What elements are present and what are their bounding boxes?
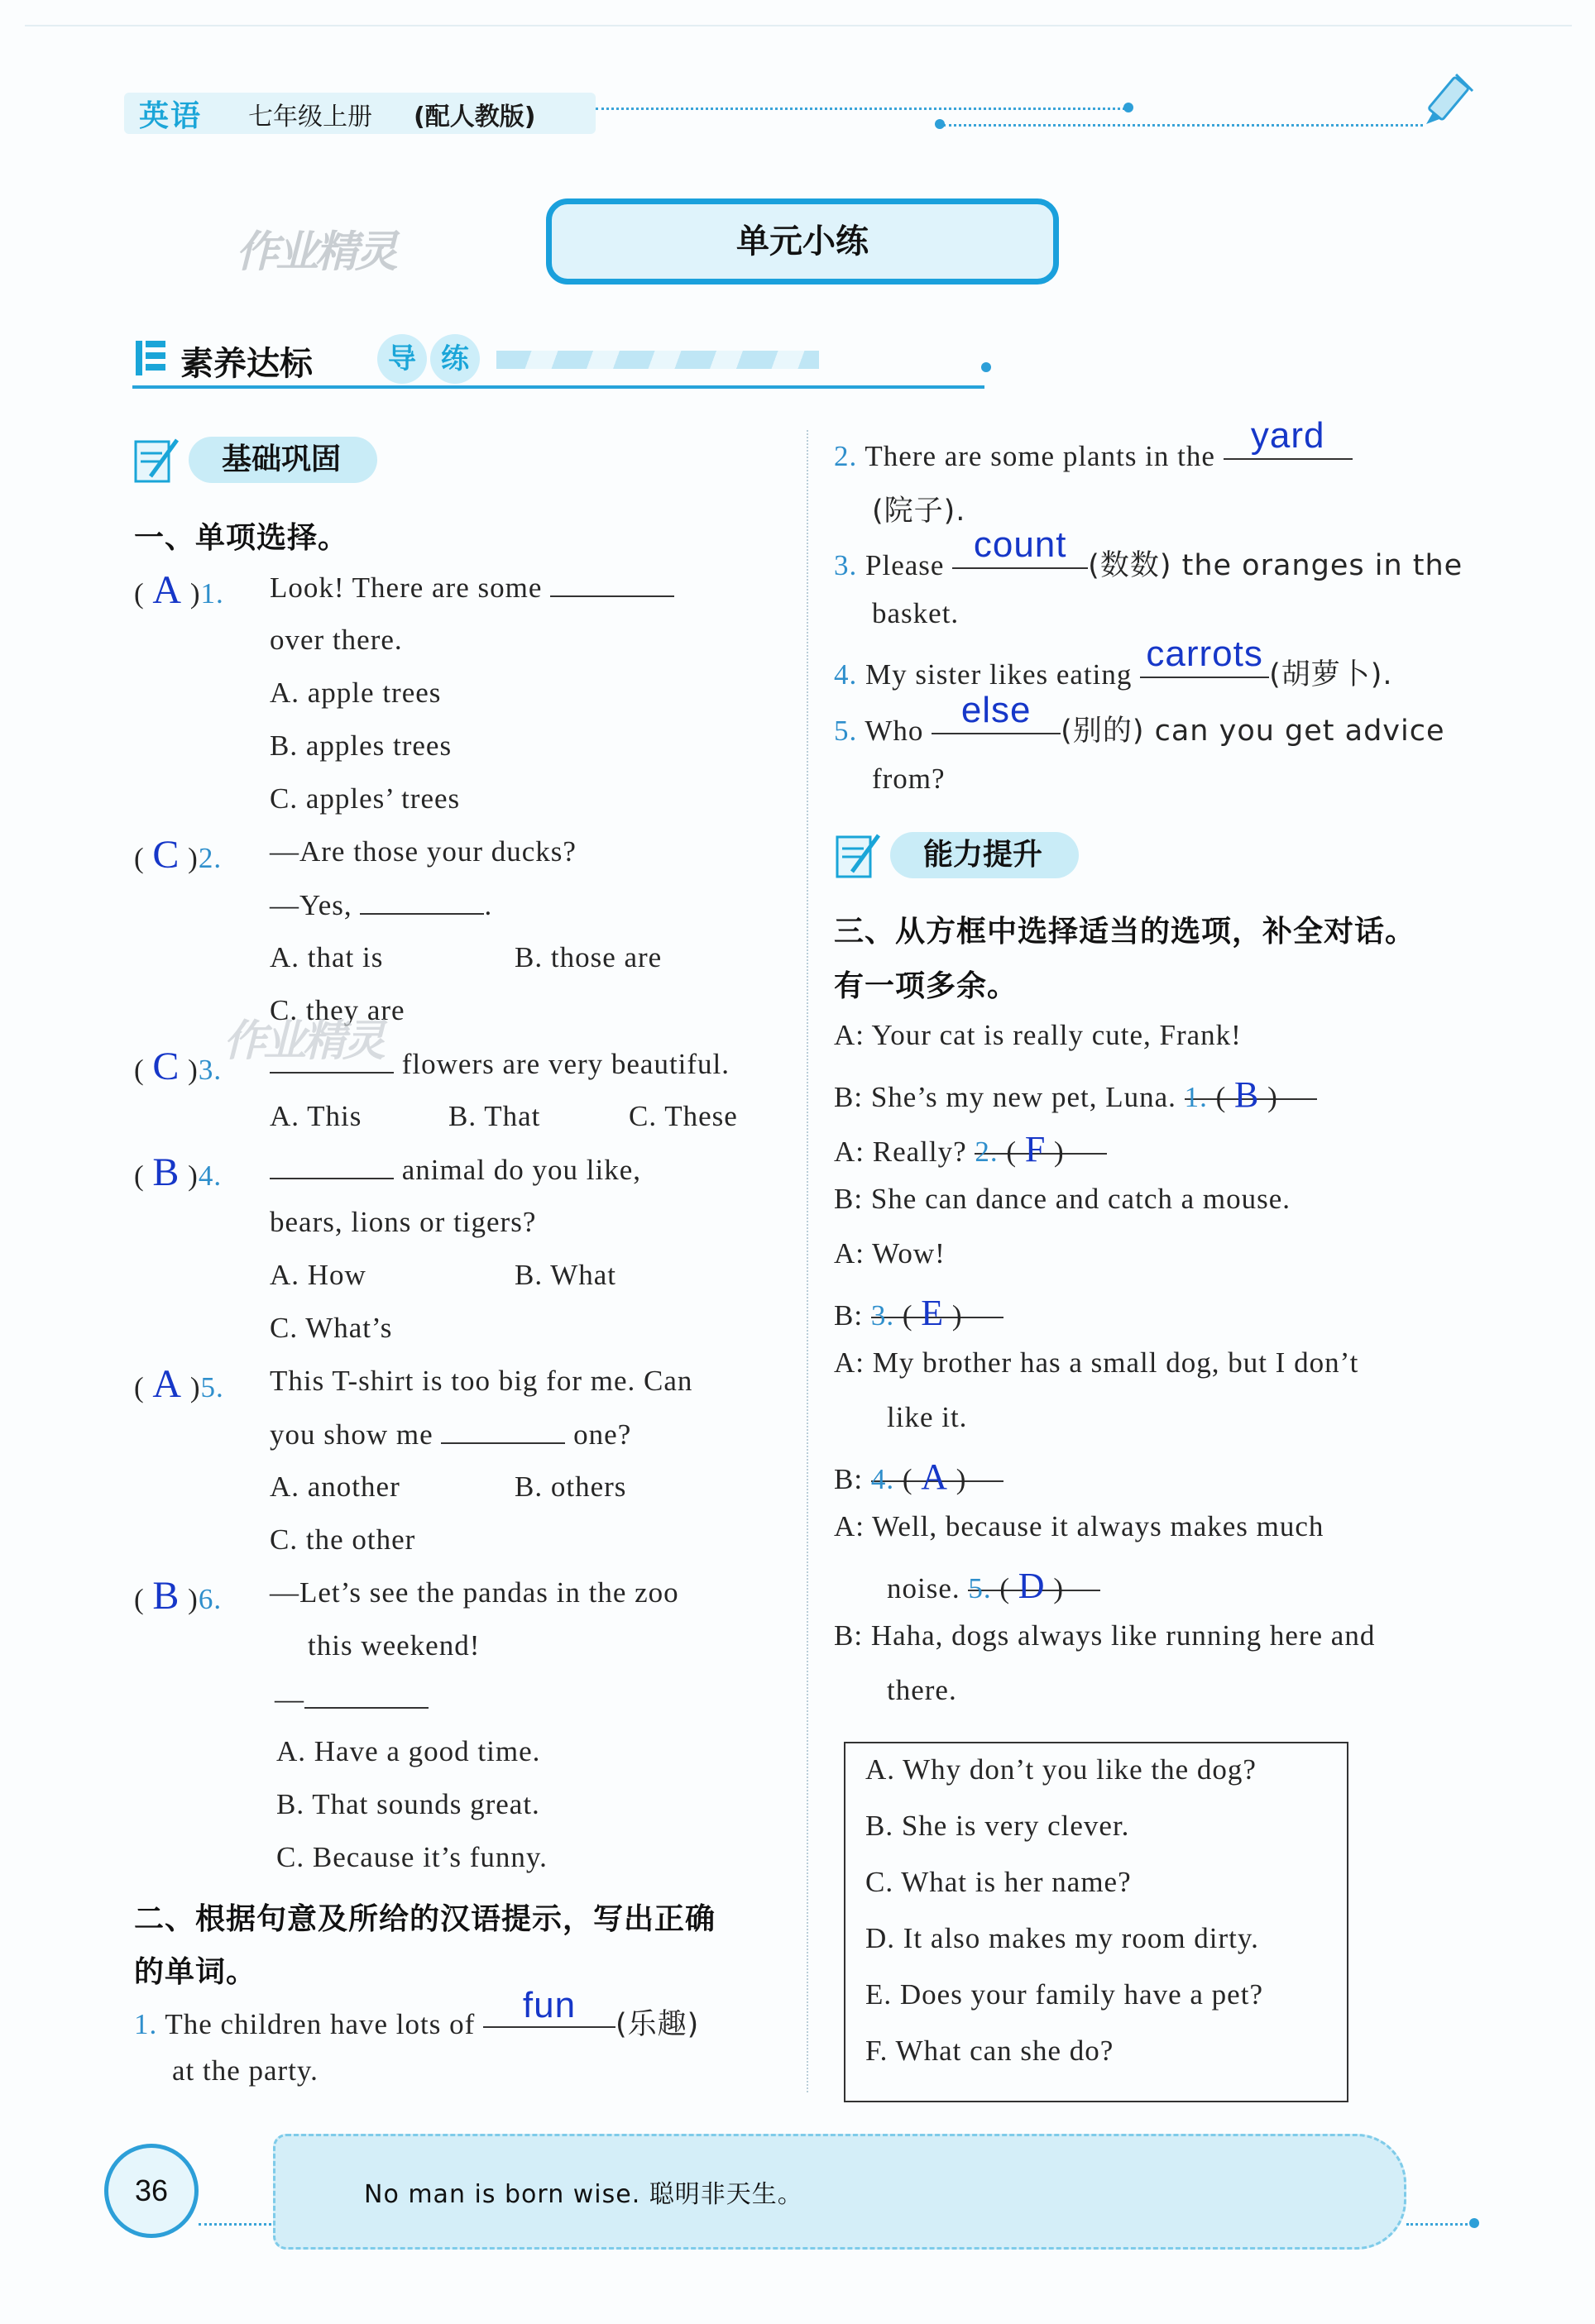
- book-icon: [132, 337, 169, 379]
- w3-blank: [952, 524, 1088, 569]
- tag-practice: 练: [430, 334, 480, 384]
- w4-text: 4. My sister likes eating carrots(胡萝卜).: [834, 634, 1393, 691]
- q5-blank: [441, 1418, 565, 1444]
- footer-dotted-line-2: [1406, 2223, 1473, 2226]
- w4-blank: [1140, 634, 1269, 678]
- option-b: B. She is very clever.: [865, 1810, 1130, 1842]
- q1-option-b: B. apples trees: [270, 729, 453, 762]
- footer-dotted-line: [199, 2223, 281, 2226]
- q3-text: flowers are very beautiful.: [270, 1047, 730, 1081]
- tag-guide: 导: [377, 334, 427, 384]
- dialog-line-10: B: Haha, dogs always like running here and: [834, 1619, 1376, 1652]
- q5-stem: ( A )5.: [134, 1362, 224, 1406]
- w1-text: 1. The children have lots of fun (乐趣): [134, 1985, 700, 2041]
- dialog-line-4: B: She can dance and catch a mouse.: [834, 1183, 1291, 1215]
- motto: No man is born wise. 聪明非天生。: [364, 2180, 803, 2209]
- q1-answer: A: [152, 568, 183, 612]
- watermark: 作业精灵: [236, 227, 395, 277]
- watermark-2: 作业精灵: [223, 1016, 383, 1066]
- q4-text: animal do you like,: [270, 1153, 641, 1187]
- w1-answer: fun: [522, 1985, 577, 2025]
- header-dot: [1123, 103, 1133, 112]
- q1-text: Look! There are some: [270, 571, 674, 605]
- q5-text-2: you show me one?: [270, 1418, 632, 1451]
- q3-blank: [270, 1047, 394, 1074]
- q1-option-c: C. apples’ trees: [270, 782, 461, 815]
- q2-option-b: B. those are: [515, 941, 663, 973]
- q6-stem: ( B )6.: [134, 1574, 223, 1618]
- q6-option-a: A. Have a good time.: [276, 1735, 541, 1767]
- q3-option-a: A. This: [270, 1100, 362, 1132]
- pencil-note-icon-2: [834, 830, 884, 880]
- dialog-line-1: A: Your cat is really cute, Frank!: [834, 1019, 1242, 1051]
- q5-option-c: C. the other: [270, 1523, 416, 1556]
- option-e: E. Does your family have a pet?: [865, 1978, 1263, 2011]
- w2-blank: [1224, 415, 1353, 460]
- q3-option-b: B. That: [448, 1100, 541, 1132]
- part-3-heading-2: 有一项多余。: [834, 969, 1018, 1003]
- q1-option-a: A. apple trees: [270, 677, 442, 709]
- blank-2-answer: F: [1024, 1129, 1047, 1169]
- q4-option-a: A. How: [270, 1259, 366, 1291]
- dialog-line-7b: like it.: [887, 1401, 968, 1433]
- dialog-line-7: A: My brother has a small dog, but I don’t: [834, 1346, 1359, 1379]
- w2-answer: yard: [1250, 415, 1325, 456]
- q5-option-a: A. another: [270, 1470, 400, 1503]
- dialog-line-5: A: Wow!: [834, 1237, 946, 1270]
- w5-text-2: from?: [872, 763, 946, 795]
- q3-stem: ( C )3.: [134, 1045, 223, 1088]
- q2-option-a: A. that is: [270, 941, 384, 973]
- q6-blank: [304, 1682, 429, 1709]
- header-dotted-line-2: [943, 124, 1423, 127]
- w5-blank: [932, 690, 1061, 734]
- q3-answer: C: [152, 1045, 180, 1088]
- q6-option-c: C. Because it’s funny.: [276, 1841, 548, 1873]
- q6-option-b: B. That sounds great.: [276, 1788, 540, 1820]
- q1-stem: ( A )1.: [134, 568, 224, 612]
- q5-answer: A: [152, 1362, 183, 1406]
- q2-text-2: —Yes, .: [270, 889, 493, 921]
- q5-option-b: B. others: [515, 1470, 627, 1503]
- header-dot-2: [935, 119, 945, 129]
- section-line-dot: [981, 362, 991, 372]
- q5-text: This T-shirt is too big for me. Can: [270, 1365, 693, 1397]
- blank-3-answer: E: [921, 1293, 945, 1333]
- q2-answer: C: [152, 833, 180, 877]
- page-number: 36: [104, 2144, 199, 2238]
- option-f: F. What can she do?: [865, 2035, 1114, 2067]
- w1-text-2: at the party.: [172, 2054, 319, 2087]
- option-d: D. It also makes my room dirty.: [865, 1922, 1259, 1954]
- grade-label: 七年级上册: [248, 103, 372, 132]
- q1-blank: [550, 571, 674, 597]
- q1-text-2: over there.: [270, 624, 403, 656]
- edition-label: (配人教版): [414, 103, 536, 132]
- option-c: C. What is her name?: [865, 1866, 1132, 1898]
- blank-5-answer: D: [1018, 1566, 1046, 1606]
- section-stripe: [496, 351, 819, 369]
- w3-text: 3. Please count(数数) the oranges in the: [834, 524, 1463, 582]
- footer-dot: [1469, 2218, 1479, 2228]
- dialog-line-10b: there.: [887, 1674, 957, 1706]
- part-a-label: 基础巩固: [189, 437, 377, 483]
- q4-text-2: bears, lions or tigers?: [270, 1206, 537, 1238]
- q4-stem: ( B )4.: [134, 1150, 223, 1194]
- option-a: A. Why don’t you like the dog?: [865, 1753, 1257, 1786]
- q6-text-3: —: [275, 1682, 429, 1716]
- dialog-line-9b: noise. 5. ( D ): [887, 1565, 1100, 1605]
- header-dotted-line: [596, 108, 1125, 110]
- blank-4-answer: A: [921, 1456, 949, 1497]
- q3-option-c: C. These: [629, 1100, 738, 1132]
- dialog-line-3: A: Really? 2. ( F ): [834, 1128, 1107, 1169]
- q4-blank: [270, 1153, 394, 1179]
- subject-label: 英语: [139, 99, 203, 133]
- w4-answer: carrots: [1146, 634, 1263, 674]
- unit-title: 单元小练: [546, 198, 1059, 285]
- part-2-heading-2: 的单词。: [134, 1955, 257, 1989]
- q4-option-c: C. What’s: [270, 1312, 393, 1344]
- q4-option-b: B. What: [515, 1259, 617, 1291]
- q2-blank: [360, 888, 484, 915]
- q6-text: —Let’s see the pandas in the zoo: [270, 1576, 679, 1609]
- w3-text-2: basket.: [872, 597, 960, 629]
- pen-icon: [1415, 66, 1489, 132]
- pencil-note-icon: [132, 435, 182, 485]
- w1-blank: [483, 1985, 615, 2028]
- w2-text: 2. There are some plants in the yard: [834, 433, 1353, 473]
- w5-text: 5. Who else(别的) can you get advice: [834, 690, 1445, 748]
- w5-answer: else: [960, 690, 1032, 730]
- part-2-heading: 二、根据句意及所给的汉语提示，写出正确: [134, 1902, 716, 1936]
- dialog-line-6: B: 3. ( E ): [834, 1292, 1003, 1332]
- w2-text-2: (院子).: [872, 495, 966, 528]
- section-title: 素养达标: [180, 345, 313, 383]
- part-1-heading: 一、单项选择。: [134, 521, 349, 555]
- dialog-line-2: B: She’s my new pet, Luna. 1. ( B ): [834, 1074, 1317, 1114]
- column-divider: [807, 430, 808, 2092]
- dialog-line-9: A: Well, because it always makes much: [834, 1510, 1324, 1542]
- section-underline: [132, 385, 984, 389]
- blank-1-answer: B: [1234, 1074, 1260, 1115]
- q6-answer: B: [152, 1574, 180, 1618]
- q4-answer: B: [152, 1150, 180, 1194]
- w3-answer: count: [973, 524, 1067, 565]
- q2-stem: ( C )2.: [134, 833, 223, 877]
- dialog-line-8: B: 4. ( A ): [834, 1456, 1003, 1496]
- q2-option-c: C. they are: [270, 994, 405, 1026]
- q2-text: —Are those your ducks?: [270, 835, 577, 868]
- q6-text-2: this weekend!: [308, 1629, 481, 1662]
- part-b-label: 能力提升: [890, 832, 1079, 878]
- top-frame-line: [25, 25, 1572, 26]
- part-3-heading: 三、从方框中选择适当的选项，补全对话。: [834, 915, 1416, 949]
